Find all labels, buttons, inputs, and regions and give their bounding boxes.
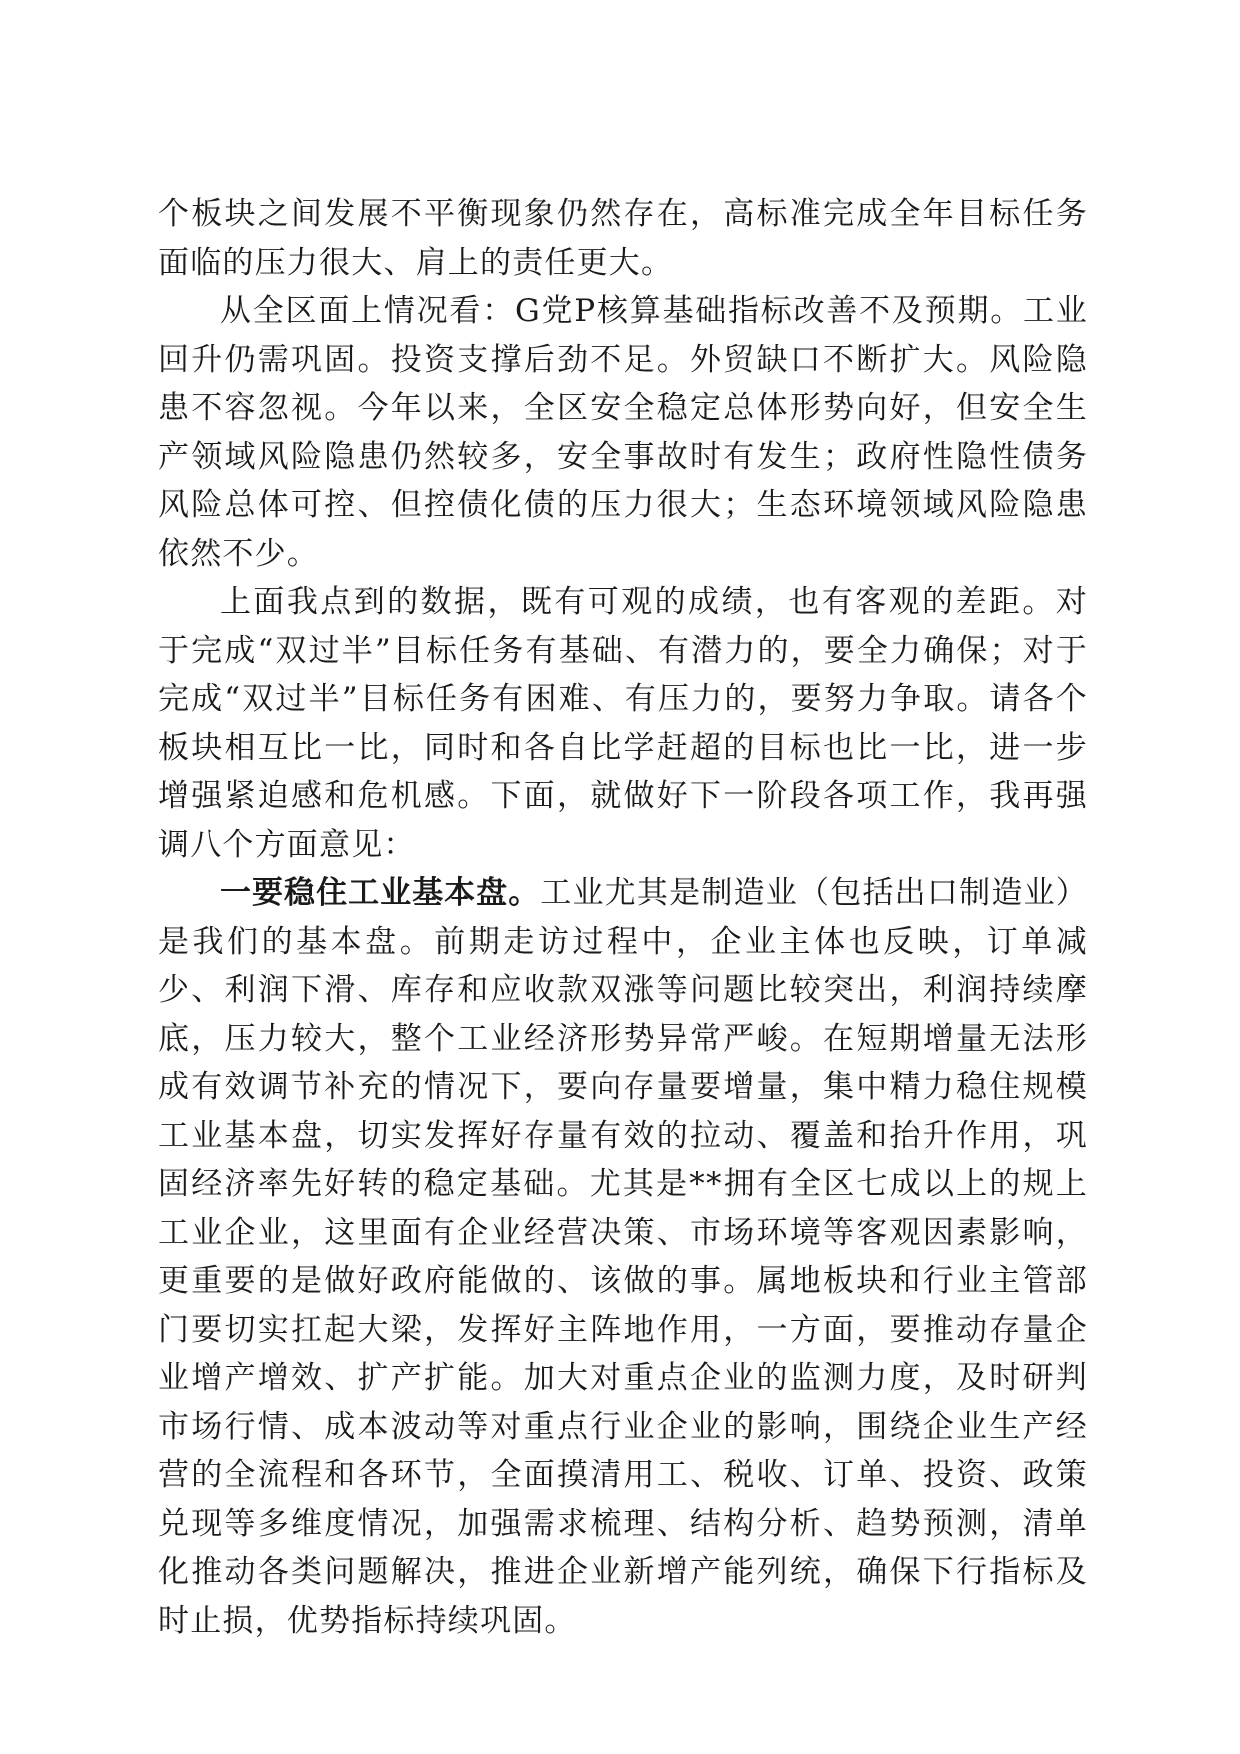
document-page [158,190,1088,1645]
section-body: 工业尤其是制造业（包括出口制造业）是我们的基本盘。前期走访过程中，企业主体也反映，订单减少、利润下滑、库存和应收款双涨等问题比较突出，利润持续摩底，压力较大，整个工业经济形势异常严峻。在短期增量无法形成有效调节补充的情况下，要向存量要增量，集中精力稳住规模工业基本盘，切实发挥好存量有效的拉动、覆盖和抬升作用，巩固经济率先好转的稳定基础。尤其是**拥有全区七成以上的规上工业企业，这里面有企业经营决策、市场环境等客观因素影响，更重要的是做好政府能做的、该做的事。属地板块和行业主管部门要切实扛起大梁，发挥好主阵地作用，一方面，要推动存量企业增产增效、扩产扩能。加大对重点企业的监测力度，及时研判市场行情、成本波动等对重点行业企业的影响，围绕企业生产经营的全流程和各环节，全面摸清用工、税收、订单、投资、政策兑现等多维度情况，加强需求梳理、结构分析、趋势预测，清单化推动各类问题解决，推进企业新增产能列统，确保下行指标及时止损，优势指标持续巩固。 [158,875,1088,1639]
section-heading: 一要稳住工业基本盘。 [220,875,541,911]
paragraph-continuation: 个板块之间发展不平衡现象仍然存在，高标准完成全年目标任务面临的压力很大、肩上的责任更大。 [158,196,1088,281]
paragraph-industry-base [158,869,1088,1645]
paragraph-data-summary: 上面我点到的数据，既有可观的成绩，也有客观的差距。对于完成“双过半”目标任务有基础、有潜力的，要全力确保；对于完成“双过半”目标任务有困难、有压力的，要努力争取。请各个板块相互比一比，同时和各自比学赶超的目标也比一比，进一步增强紧迫感和危机感。下面，就做好下一阶段各项工作，我再强调八个方面意见： [158,584,1088,863]
paragraph-overall-situation: 从全区面上情况看：G党P核算基础指标改善不及预期。工业回升仍需巩固。投资支撑后劲不足。外贸缺口不断扩大。风险隐患不容忽视。今年以来，全区安全稳定总体形势向好，但安全生产领域风险隐患仍然较多，安全事故时有发生；政府性隐性债务风险总体可控、但控债化债的压力很大；生态环境领域风险隐患依然不少。 [158,293,1088,572]
